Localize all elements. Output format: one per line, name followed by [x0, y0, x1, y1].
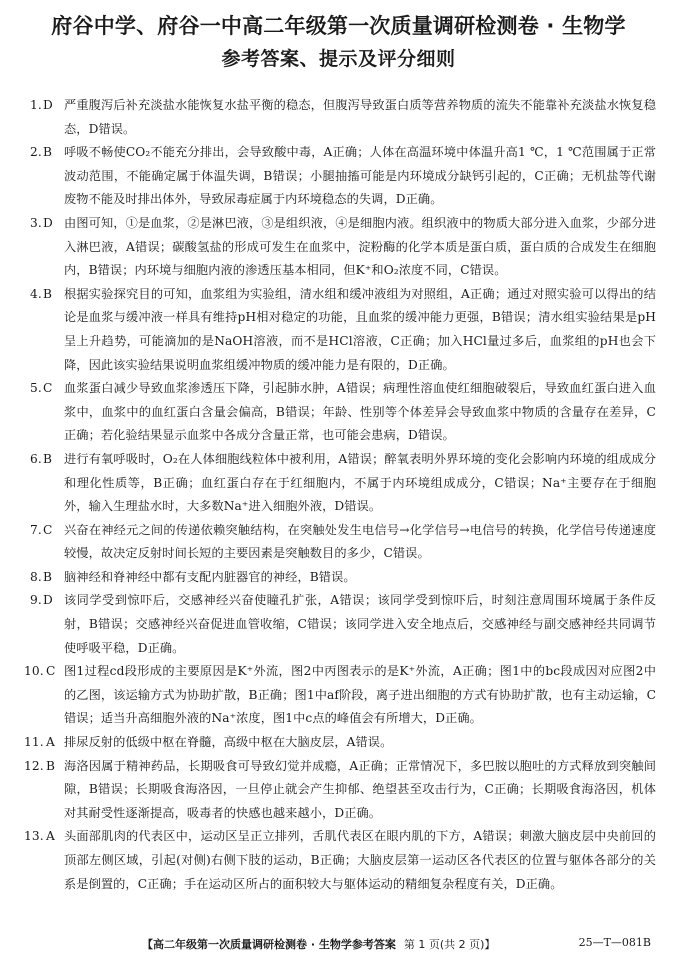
- answer-letter: A: [46, 829, 55, 844]
- answer-item-8: [24, 566, 656, 590]
- answer-list: [24, 94, 656, 896]
- answer-explanation: 严重腹泻后补充淡盐水能恢复水盐平衡的稳态，但腹泻导致蛋白质等营养物质的流失不能靠补充淡盐水恢复稳态，D错误。: [64, 98, 656, 136]
- document-code: 25—T—081B: [578, 936, 651, 949]
- answer-item-12: [24, 755, 656, 826]
- answer-explanation: 进行有氧呼吸时，O₂在人体细胞线粒体中被利用，A错误；醉氧表明外界环境的变化会影响内环境的组成成分和理化性质等，B正确；血红蛋白存在于红细胞内，不属于内环境组成成分，C错误；Na⁺主要存在于细胞外，输入生理盐水时，大多数Na⁺进入细胞外液，D错误。: [64, 451, 656, 514]
- answer-letter: B: [46, 758, 56, 773]
- question-number: 6.: [30, 451, 42, 466]
- answer-explanation: 图1过程cd段形成的主要原因是K⁺外流，图2中丙图表示的是K⁺外流，A正确；图1中的bc段成因对应图2中的乙图，该运输方式为协助扩散，B正确；图1中af阶段，离子进出细胞的方式有协助扩散，也有主动运输，C错误；适当升高细胞外液的Na⁺浓度，图1中c点的峰值会有所增大，D正确。: [64, 664, 656, 726]
- answer-letter: C: [43, 522, 53, 537]
- answer-letter: B: [43, 451, 53, 466]
- page-number: 第 1 页(共 2 页)】: [403, 938, 496, 951]
- answer-explanation: 该同学受到惊吓后，交感神经兴奋使瞳孔扩张，A错误；该同学受到惊吓后，时刻注意周围环境属于条件反射，B错误；交感神经兴奋促进血管收缩，C错误；该同学进入安全地点后，交感神经与副交感神经共同调节使呼吸平稳，D正确。: [64, 593, 656, 655]
- answer-item-13: [24, 825, 656, 896]
- question-number: 10.: [24, 664, 44, 679]
- answer-item-1: [24, 94, 656, 141]
- answer-letter: C: [43, 381, 53, 396]
- answer-item-11: [24, 731, 656, 755]
- question-number: 5.: [30, 381, 42, 396]
- answer-item-5: [24, 377, 656, 448]
- question-number: 13.: [24, 829, 44, 844]
- answer-explanation: 海洛因属于精神药品，长期吸食可导致幻觉并成瘾，A正确；正常情况下，多巴胺以胞吐的方式释放到突触间隙，B错误；长期吸食海洛因，一旦停止就会产生抑郁、绝望甚至攻击行为，C正确；长期吸食海洛因，机体对其耐受性逐渐提高，吸毒者的快感也越来越小，D正确。: [64, 758, 656, 820]
- question-number: 3.: [30, 215, 42, 230]
- question-number: 11.: [24, 735, 44, 750]
- answer-explanation: 血浆蛋白减少导致血浆渗透压下降，引起肺水肿，A错误；病理性溶血使红细胞破裂后，导致血红蛋白进入血浆中，血浆中的血红蛋白含量会偏高，B错误；年龄、性别等个体差异会导致血浆中物质的含量存在差异，C正确；若化验结果显示血浆中各成分含量正常，也可能会患病，D错误。: [64, 381, 656, 443]
- answer-letter: B: [43, 569, 53, 584]
- answer-letter: D: [43, 593, 53, 608]
- answer-letter: B: [43, 286, 53, 301]
- answer-letter: B: [43, 145, 53, 160]
- answer-letter: D: [43, 215, 53, 230]
- answer-item-2: [24, 141, 656, 212]
- question-number: 12.: [24, 758, 44, 773]
- question-number: 1.: [30, 98, 42, 112]
- page-footer: [0, 934, 677, 954]
- answer-item-4: [24, 283, 656, 377]
- answer-letter: C: [46, 664, 56, 679]
- question-number: 8.: [30, 569, 42, 584]
- question-number: 7.: [30, 522, 42, 537]
- answer-item-10: [24, 660, 656, 731]
- answer-item-7: [24, 519, 656, 566]
- answer-explanation: 脑神经和脊神经中都有支配内脏器官的神经，B错误。: [64, 569, 356, 584]
- answer-item-3: [24, 212, 656, 283]
- answer-item-9: [24, 589, 656, 660]
- answer-explanation: 排尿反射的低级中枢在脊髓，高级中枢在大脑皮层，A错误。: [64, 735, 393, 750]
- answer-explanation: 呼吸不畅使CO₂不能充分排出，会导致酸中毒，A正确；人体在高温环境中体温升高1 ℃，1 ℃范围属于正常波动范围，不能确定属于体温失调，B错误；小腿抽搐可能是内环境成分缺钙引起的，C正确；无机盐等代谢废物不能及时排出体外，导致尿毒症属于内环境稳态的失调，D正确。: [64, 145, 656, 207]
- answer-explanation: 由图可知，①是血浆，②是淋巴液，③是组织液，④是细胞内液。组织液中的物质大部分进入血浆，少部分进入淋巴液，A错误；碳酸氢盐的形成可发生在血浆中，淀粉酶的化学本质是蛋白质，蛋白质的合成发生在细胞内，B错误；内环境与细胞内液的渗透压基本相同，但K⁺和O₂浓度不同，C错误。: [64, 215, 656, 278]
- footer-title: 【高二年级第一次质量调研检测卷 · 生物学参考答案: [142, 938, 396, 951]
- footer-label: [142, 936, 495, 952]
- answer-explanation: 头面部肌肉的代表区中，运动区呈正立排列，舌肌代表区在眼内肌的下方，A错误；刺激大脑皮层中央前回的顶部左侧区域，引起(对侧)右侧下肢的运动，B正确；大脑皮层第一运动区各代表区的位置与躯体各部分的关系是倒置的，C正确；手在运动区所占的面积较大与躯体运动的精细复杂程度有关，D正确。: [64, 829, 656, 891]
- answer-letter: A: [46, 735, 55, 750]
- answer-explanation: 兴奋在神经元之间的传递依赖突触结构，在突触处发生电信号→化学信号→电信号的转换，化学信号传递速度较慢，故决定反射时间长短的主要因素是突触数目的多少，C错误。: [64, 522, 656, 561]
- answer-item-6: [24, 448, 656, 519]
- question-number: 9.: [30, 593, 42, 608]
- answer-letter: D: [43, 98, 53, 112]
- question-number: 2.: [30, 145, 42, 160]
- document-title: 府谷中学、府谷一中高二年级第一次质量调研检测卷 · 生物学: [51, 14, 626, 38]
- question-number: 4.: [30, 286, 42, 301]
- answer-explanation: 根据实验探究目的可知，血浆组为实验组，清水组和缓冲液组为对照组，A正确；通过对照实验可以得出的结论是血浆与缓冲液一样具有维持pH相对稳定的功能，且血浆的缓冲能力更强，B错误；清水组实验结果是pH呈上升趋势，可能滴加的是NaOH溶液，而不是HCl溶液，C正确；加入HCl量过多后，血浆组的pH也会下降，因此该实验结果说明血浆组缓冲物质的缓冲能力是有限的，D正确。: [64, 286, 656, 372]
- document-subtitle: 参考答案、提示及评分细则: [221, 48, 456, 70]
